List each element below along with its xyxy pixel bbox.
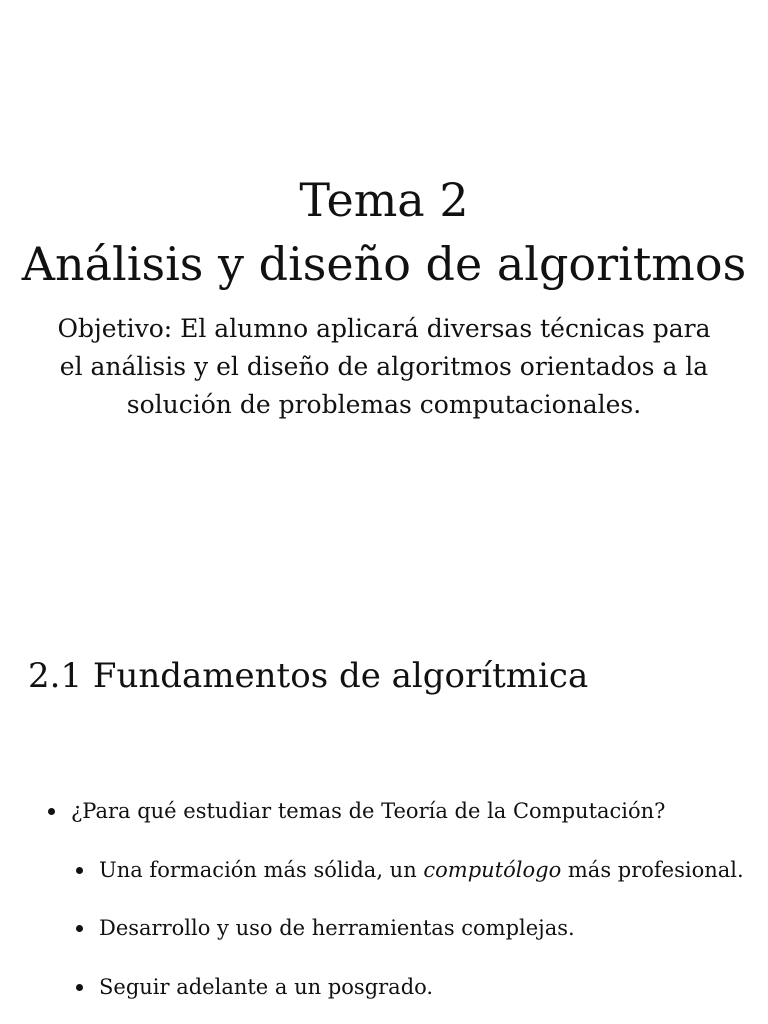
objective-line-1: Objetivo: El alumno aplicará diversas técnicas para — [57, 314, 711, 343]
bullet-item-formation — [76, 855, 744, 885]
objective-line-3: solución de problemas computacionales. — [126, 390, 642, 419]
bullet-question — [48, 796, 665, 826]
topic-number-title: Tema 2 — [299, 173, 469, 227]
bullet-dot-icon — [76, 867, 83, 874]
bullet-item-formation-after: más profesional. — [561, 858, 744, 882]
bullet-dot-icon — [48, 808, 55, 815]
section-heading: 2.1 Fundamentos de algorítmica — [28, 656, 589, 696]
bullet-item-tools — [76, 913, 575, 943]
bullet-item-formation-before: Una formación más sólida, un — [99, 858, 424, 882]
bullet-question-text: ¿Para qué estudiar temas de Teoría de la Computación? — [71, 799, 666, 823]
bullet-item-formation-emphasis: computólogo — [423, 858, 562, 882]
bullet-dot-icon — [76, 925, 83, 932]
bullet-item-postgrad-text: Seguir adelante a un posgrado. — [99, 975, 434, 999]
objective-line-2: el análisis y el diseño de algoritmos orientados a la — [59, 352, 709, 381]
bullet-item-formation-text — [99, 855, 744, 885]
topic-subject-title: Análisis y diseño de algoritmos — [21, 237, 747, 291]
bullet-item-postgrad — [76, 972, 433, 1002]
bullet-dot-icon — [76, 984, 83, 991]
bullet-item-tools-text: Desarrollo y uso de herramientas complejas. — [99, 916, 575, 940]
